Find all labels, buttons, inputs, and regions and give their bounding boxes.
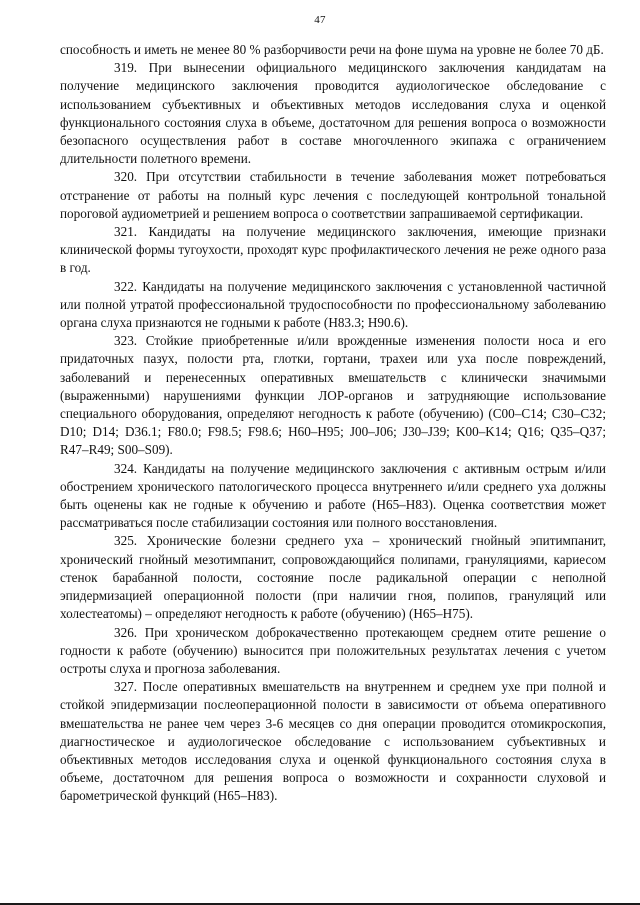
document-body [60,41,606,806]
paragraph-324: 324. Кандидаты на получение медицинского заключения с активным острым и/или обострением хронического патологического процесса внутреннего и/или среднего уха должны быть оценены как не годные к обучению и работе (H65–H83). Оценка соответствия может рассматриваться после стабилизации состояния или полного восстановления. [60,460,606,531]
paragraph-320: 320. При отсутствии стабильности в течение заболевания может потребоваться отстранение от работы на полный курс лечения с последующей контрольной тональной пороговой аудиометрией и решением вопроса о соответствии запрашиваемой сертификации. [60,169,606,221]
paragraph-323: 323. Стойкие приобретенные и/или врожденные изменения полости носа и его придаточных пазух, полости рта, глотки, гортани, трахеи или уха после повреждений, заболеваний и перенесенных оперативных вмешательств с клинически значимыми (выраженными) нарушениями функции ЛОР-органов и затрудняющие использование специального оборудования, определяют негодность к работе (обучению) (C00–C14; C30–C32; D10; D14; D36.1; F80.0; F98.5; F98.6; H60–H95; J00–J06; J30–J39; K00–K14; Q16; Q35–Q37; R47–R49; S00–S09). [60,333,606,458]
paragraph-319: 319. При вынесении официального медицинского заключения кандидатам на получение медицинского заключения проводится аудиологическое обследование с использованием субъективных и объективных методов исследования слуха и оценкой функционального состояния слуха в объеме, достаточном для решения вопроса о возможности безопасного осуществления работ в составе многочленного экипажа с ограничением длительности полетного времени. [60,60,606,167]
paragraph-326: 326. При хроническом доброкачественно протекающем среднем отите решение о годности к работе (обучению) выносится при положительных результатах лечения с учетом остроты слуха и прогноза заболевания. [60,624,606,676]
paragraph-continuation: способность и иметь не менее 80 % разборчивости речи на фоне шума на уровне не более 70 дБ. [60,42,604,57]
page-number: 47 [314,14,326,26]
paragraph-321: 321. Кандидаты на получение медицинского заключения, имеющие признаки клинической формы тугоухости, проходят курс профилактического лечения не реже одного раза в год. [60,224,606,276]
paragraph-322: 322. Кандидаты на получение медицинского заключения с установленной частичной или полной утратой профессиональной трудоспособности по профессиональному заболеванию органа слуха признаются не годными к работе (H83.3; H90.6). [60,278,606,331]
paragraph-327: 327. После оперативных вмешательств на внутреннем и среднем ухе при полной и стойкой эпидермизации послеоперационной полости в зависимости от объема оперативного вмешательства не ранее чем через 3-6 месяцев со дня операции проводится отомикроскопия, диагностическое и аудиологическое обследование с использованием субъективных и объективных методов исследования слуха и оценкой функционального состояния слуха в объеме, достаточном для решения вопроса о возможности и сохранности слуховой и барометрической функций (H65–H83). [60,679,606,804]
paragraph-325: 325. Хронические болезни среднего уха – хронический гнойный эпитимпанит, хронический гнойный мезотимпанит, сопровождающийся полипами, грануляциями, кариесом стенок барабанной полости, состояние после радикальной операции с неполной эпидермизацией операционной полости (при наличии гноя, полипов, грануляций или холестеатомы) – определяют негодность к работе (обучению) (H65–H75). [60,533,606,622]
